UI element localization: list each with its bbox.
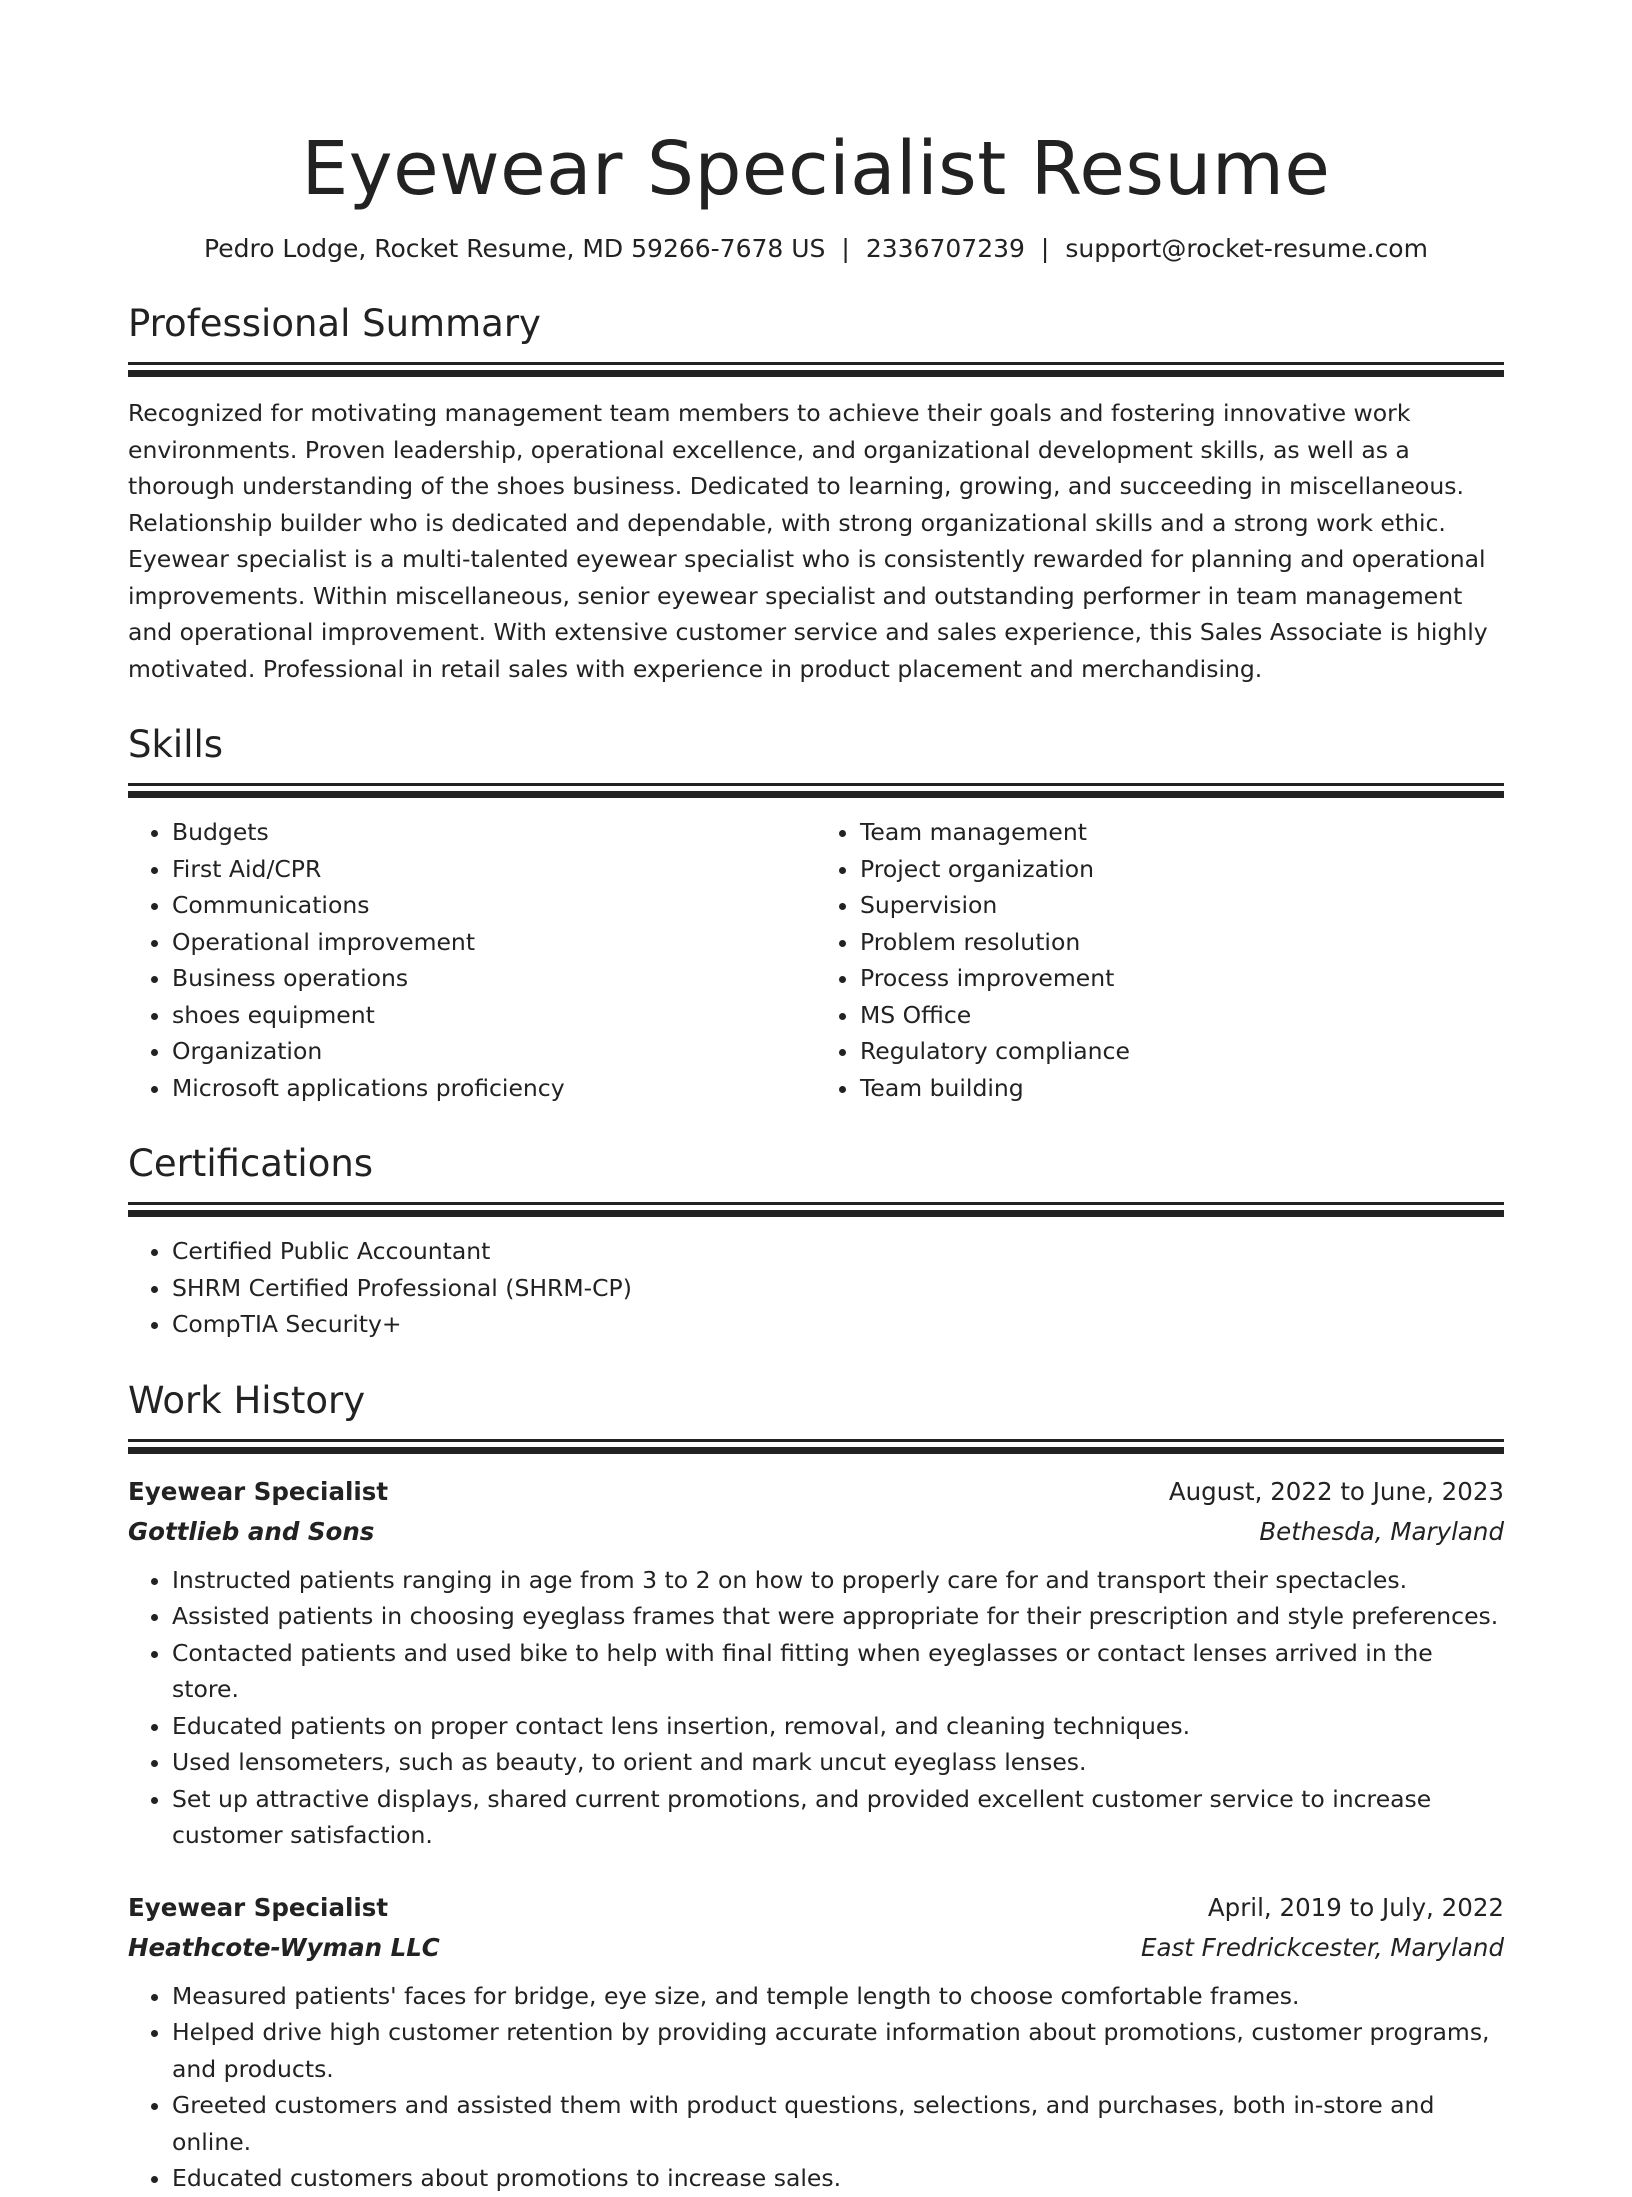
job-dates: April, 2019 to July, 2022 — [1207, 1892, 1504, 1922]
skills-list-left — [128, 814, 816, 1106]
job-company: Gottlieb and Sons — [128, 1516, 375, 1546]
job-title: Eyewear Specialist — [128, 1892, 389, 1922]
job-duty: • Used lensometers, such as beauty, to orient and mark uncut eyeglass lenses. — [172, 1744, 1504, 1781]
skill-item: • shoes equipment — [172, 997, 816, 1034]
section-rule-thick — [128, 791, 1504, 798]
skill-item: • Budgets — [172, 814, 816, 851]
skill-item: • Regulatory compliance — [860, 1033, 1504, 1070]
job-company: Heathcote-Wyman LLC — [128, 1932, 440, 1962]
job-company-row — [128, 1928, 1504, 1968]
summary-text: Recognized for motivating management team members to achieve their goals and fostering innovative work environments. Proven leadership, operational excellence, and organizational development skills, as well as a thorough understanding of the shoes business. Dedicated to learning, growing, and succeeding in miscellaneous. Relationship builder who is dedicated and dependable, with strong organizational skills and a strong work ethic. Eyewear specialist is a multi-talented eyewear specialist who is consistently rewarded for planning and operational improvements. Within miscellaneous, senior eyewear specialist and outstanding performer in team management and operational improvement. With extensive customer service and sales experience, this Sales Associate is highly motivated. Professional in retail sales with experience in product placement and merchandising. — [128, 399, 1488, 683]
certifications-list — [128, 1233, 1504, 1343]
certifications-section — [128, 1140, 1504, 1343]
skill-item: • Team management — [860, 814, 1504, 851]
job-entry — [128, 1472, 1504, 1854]
skill-item: • Business operations — [172, 960, 816, 997]
section-rule-thin — [128, 1202, 1504, 1205]
skill-item: • Microsoft applications proficiency — [172, 1070, 816, 1107]
skill-item: • MS Office — [860, 997, 1504, 1034]
job-duty: • Greeted customers and assisted them with product questions, selections, and purchases, both in-store and online. — [172, 2087, 1504, 2160]
job-title: Eyewear Specialist — [128, 1476, 389, 1506]
job-header-row — [128, 1888, 1504, 1928]
job-duty: • Helped drive high customer retention by providing accurate information about promotions, customer programs, and products. — [172, 2014, 1504, 2087]
section-heading: Work History — [128, 1378, 366, 1422]
certification-item: • CompTIA Security+ — [172, 1306, 1504, 1343]
skill-item: • Process improvement — [860, 960, 1504, 997]
job-duty: • Educated patients on proper contact lens insertion, removal, and cleaning techniques. — [172, 1708, 1504, 1745]
skill-item: • Organization — [172, 1033, 816, 1070]
job-duty: • Contacted patients and used bike to help with final fitting when eyeglasses or contact lenses arrived in the store. — [172, 1635, 1504, 1708]
section-heading: Certifications — [128, 1142, 374, 1185]
section-rule-thick — [128, 1447, 1504, 1454]
skill-item: • Project organization — [860, 851, 1504, 888]
certification-item: • Certified Public Accountant — [172, 1233, 1504, 1270]
contact-separator: | — [1040, 234, 1050, 263]
skills-section — [128, 721, 1504, 1106]
skill-item: • Team building — [860, 1070, 1504, 1107]
job-location: Bethesda, Maryland — [1259, 1516, 1504, 1546]
section-rule-thick — [128, 1210, 1504, 1217]
section-rule-thick — [128, 370, 1504, 377]
skill-item: • Supervision — [860, 887, 1504, 924]
certification-item: • SHRM Certified Professional (SHRM-CP) — [172, 1270, 1504, 1307]
contact-separator: | — [841, 234, 850, 263]
contact-email: support@rocket-resume.com — [1065, 234, 1428, 263]
job-dates: August, 2022 to June, 2023 — [1168, 1476, 1504, 1506]
resume-title: Eyewear Specialist Resume — [301, 126, 1331, 212]
job-duty: • Set up attractive displays, shared current promotions, and provided excellent customer service to increase customer satisfaction. — [172, 1781, 1504, 1854]
job-duties-list — [128, 1562, 1504, 1854]
contact-address: Pedro Lodge, Rocket Resume, MD 59266-7678 US — [204, 234, 826, 263]
skills-grid — [128, 798, 1504, 1106]
contact-line — [128, 232, 1504, 266]
section-heading: Skills — [128, 723, 224, 766]
section-heading: Professional Summary — [128, 302, 541, 345]
job-duty: • Instructed patients ranging in age from 3 to 2 on how to properly care for and transport their spectacles. — [172, 1562, 1504, 1599]
section-rule-thin — [128, 783, 1504, 786]
job-duty: • Assisted patients in choosing eyeglass frames that were appropriate for their prescription and style preferences. — [172, 1598, 1504, 1635]
section-rule-thin — [128, 1439, 1504, 1442]
summary-section — [128, 300, 1504, 687]
job-duties-list — [128, 1978, 1504, 2197]
skill-item: • Communications — [172, 887, 816, 924]
skill-item: • Operational improvement — [172, 924, 816, 961]
work-history-section — [128, 1377, 1504, 2197]
skill-item: • Problem resolution — [860, 924, 1504, 961]
job-duty: • Educated customers about promotions to increase sales. — [172, 2160, 1504, 2197]
job-location: East Fredrickcester, Maryland — [1141, 1932, 1504, 1962]
job-company-row — [128, 1512, 1504, 1552]
job-duty: • Measured patients' faces for bridge, eye size, and temple length to choose comfortable frames. — [172, 1978, 1504, 2015]
job-entry — [128, 1888, 1504, 2197]
contact-phone: 2336707239 — [865, 234, 1025, 263]
skill-item: • First Aid/CPR — [172, 851, 816, 888]
section-rule-thin — [128, 362, 1504, 365]
skills-list-right — [816, 814, 1504, 1106]
job-header-row — [128, 1472, 1504, 1512]
